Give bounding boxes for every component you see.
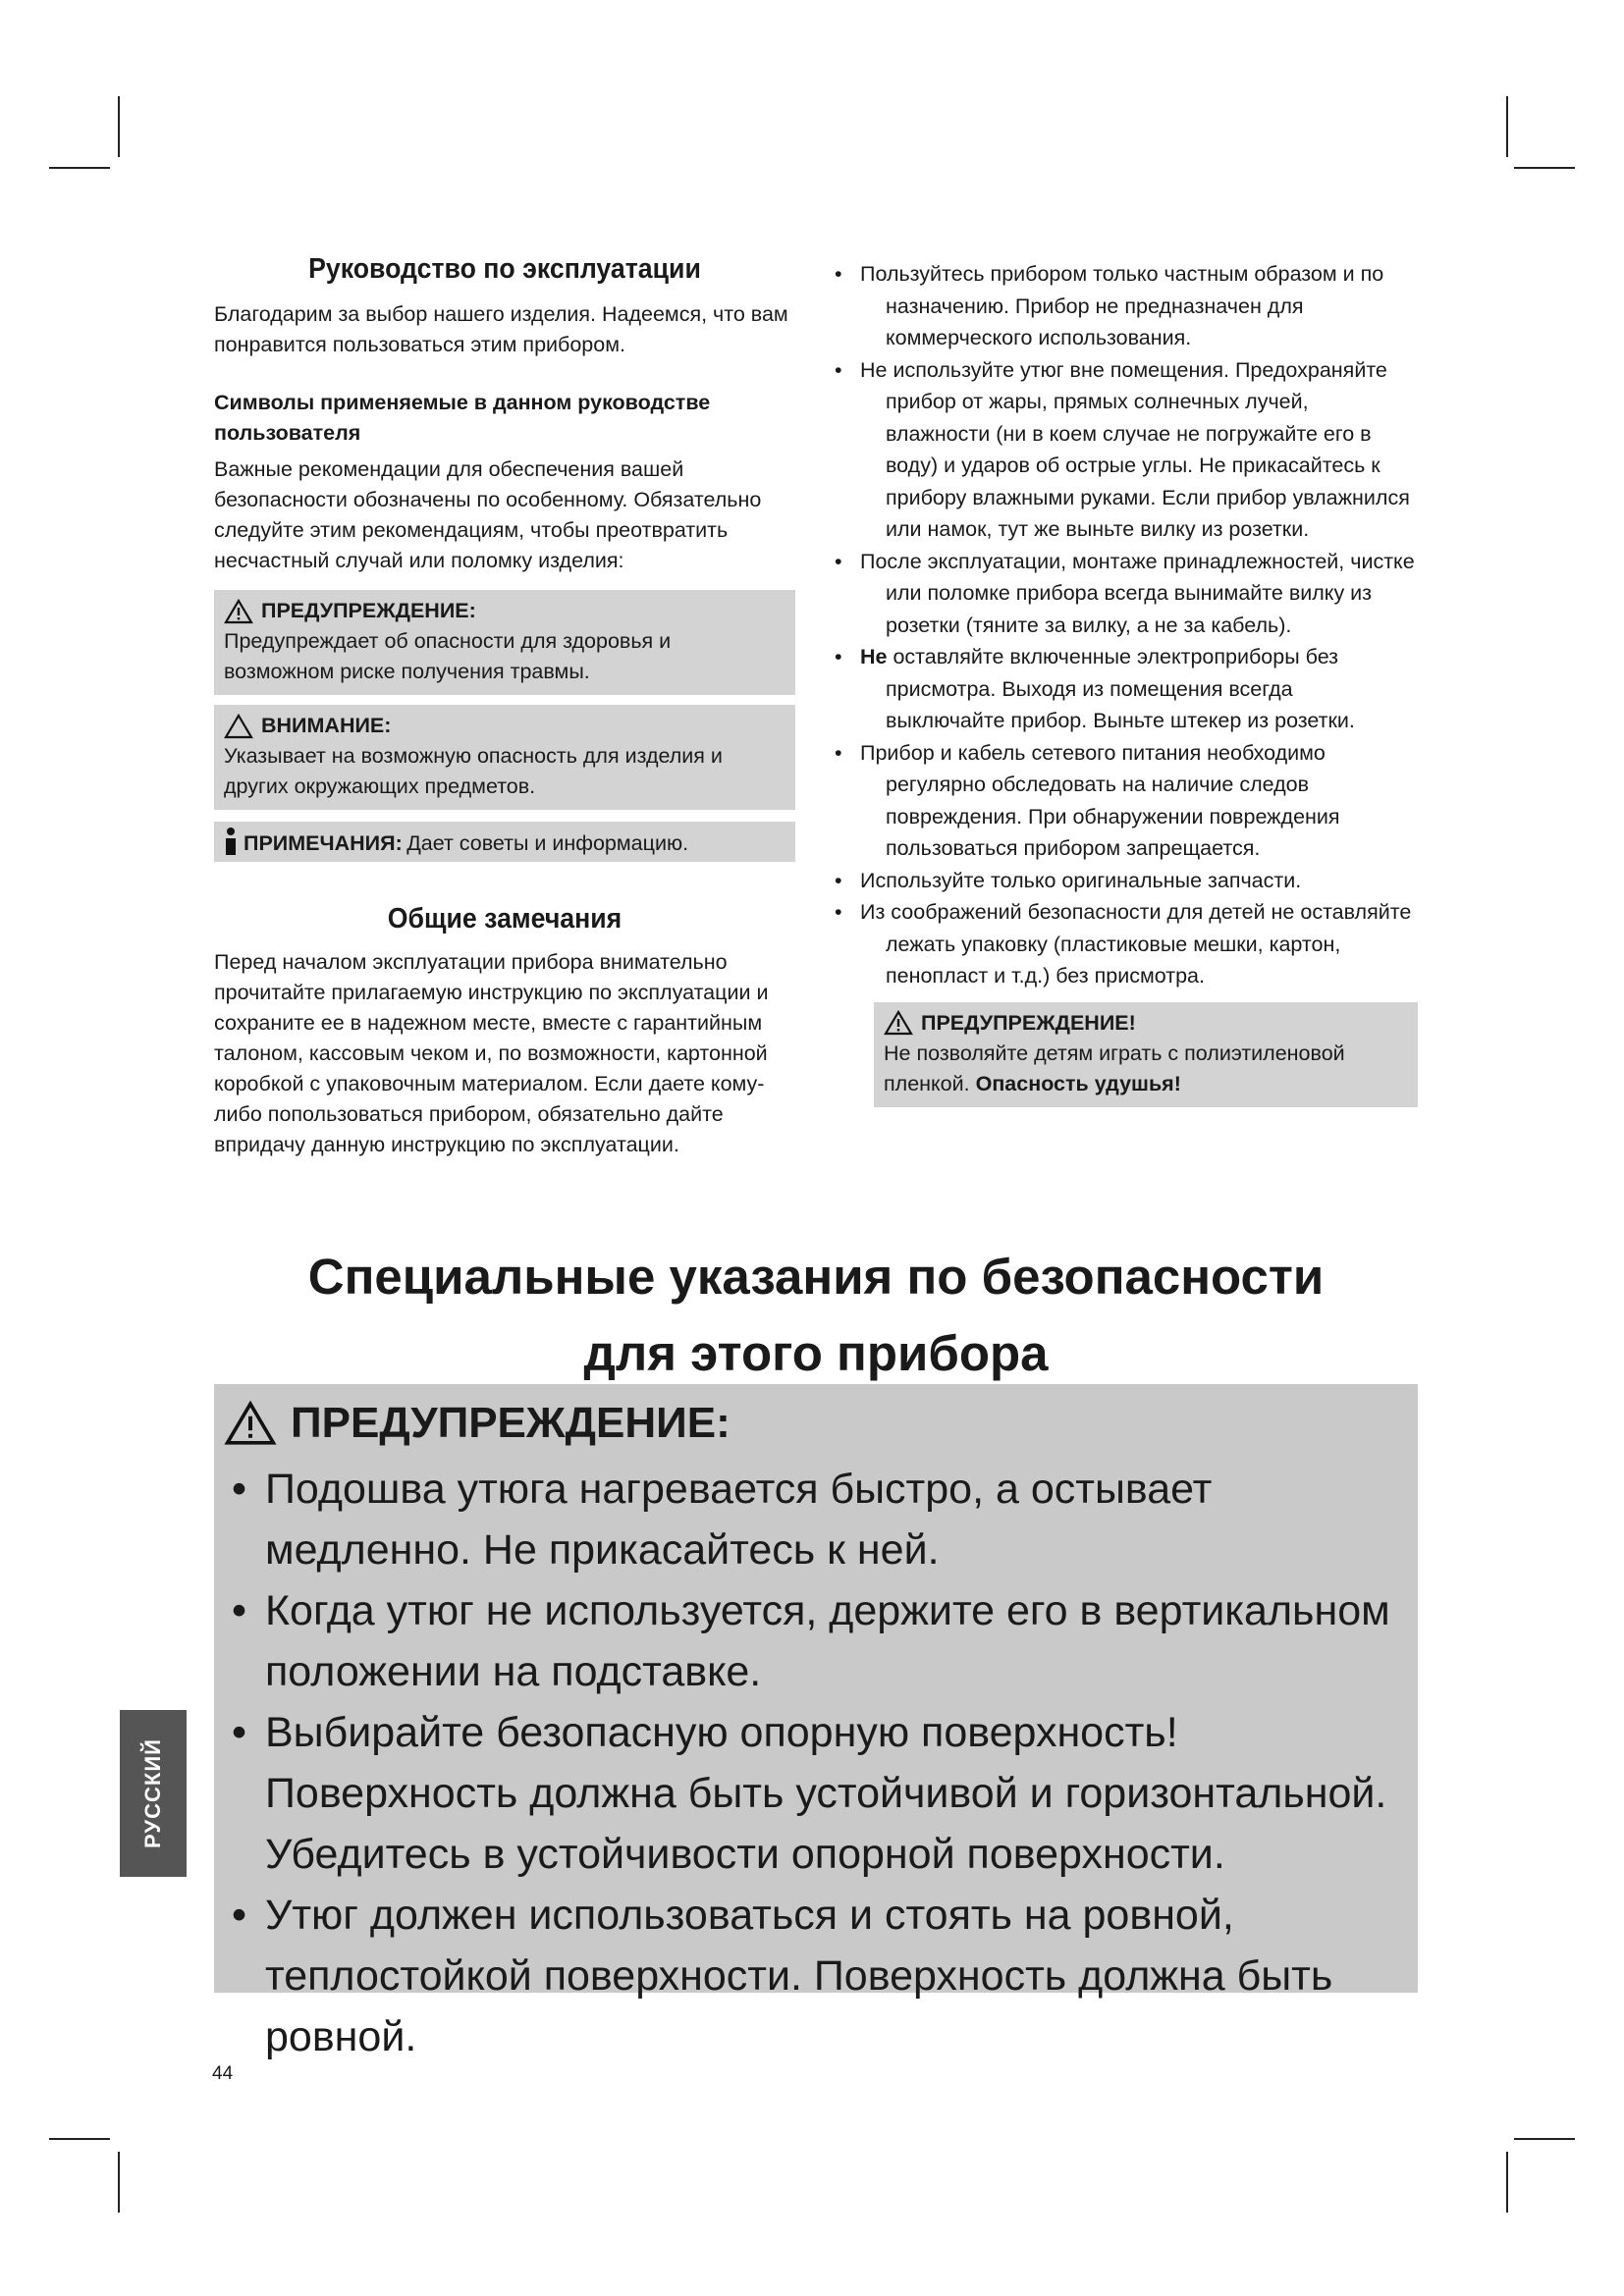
warning-label: ПРЕДУПРЕЖДЕНИЕ: xyxy=(261,599,476,622)
warning-text: Не позволяйте детям играть с полиэтиленовой пленкой. xyxy=(884,1041,1345,1095)
crop-mark xyxy=(49,2138,110,2140)
left-column xyxy=(214,253,795,1160)
warning-bold: Опасность удушья! xyxy=(975,1071,1181,1095)
note-label: ПРИМЕЧАНИЯ: xyxy=(244,831,403,855)
list-item: • Прибор и кабель сетевого питания необходимо регулярно обследовать на наличие следов повреждения. При обнаружении повреждения пользоваться прибором запрещается. xyxy=(833,737,1418,865)
crop-mark xyxy=(1514,2138,1575,2140)
warning-triangle-icon xyxy=(224,599,253,624)
special-warning-box xyxy=(214,1384,1418,2060)
special-warning-list xyxy=(224,1459,1408,2067)
general-title: Общие замечания xyxy=(387,903,623,934)
list-item: • Не оставляйте включенные электроприборы без присмотра. Выходя из помещения всегда выключайте прибор. Выньте штекер из розетки. xyxy=(833,641,1418,737)
crop-mark xyxy=(118,2152,120,2213)
warning-triangle-icon xyxy=(224,1400,277,1447)
special-warning-label: ПРЕДУПРЕЖДЕНИЕ: xyxy=(291,1399,731,1447)
page-number: 44 xyxy=(212,2063,234,2084)
crop-mark xyxy=(1506,2152,1508,2213)
crop-mark xyxy=(118,96,120,157)
list-item: • Подошва утюга нагревается быстро, а остывает медленно. Не прикасайтесь к ней. xyxy=(224,1459,1408,1580)
crop-mark xyxy=(1514,167,1575,169)
list-item: • Когда утюг не используется, держите его в вертикальном положении на подставке. xyxy=(224,1580,1408,1702)
list-item: • Используйте только оригинальные запчасти. xyxy=(833,865,1418,897)
list-item: • Из соображений безопасности для детей не оставляйте лежать упаковку (пластиковые мешки, картон, пенопласт и т.д.) без присмотра. xyxy=(833,896,1418,992)
list-item: • Утюг должен использоваться и стоять на ровной, теплостойкой поверхности. Поверхность должна быть ровной. xyxy=(224,1885,1408,2067)
list-item: • После эксплуатации, монтаже принадлежностей, чистке или поломке прибора всегда вынимайте вилку из розетки (тяните за вилку, а не за кабель). xyxy=(833,546,1418,642)
warning-triangle-icon xyxy=(884,1010,913,1036)
language-tab xyxy=(120,1710,187,1877)
warning-box xyxy=(214,590,795,695)
general-text: Перед началом эксплуатации прибора внимательно прочитайте прилагаемую инструкцию по эксплуатации и сохраните ее в надежном месте, вместе с гарантийным талоном, кассовым чеком и, по возможности, картонной коробкой с упаковочным материалом. Если даете кому-либо попользоваться прибором, обязательно дайте впридачу данную инструкцию по эксплуатации. xyxy=(214,950,769,1156)
symbols-heading: Символы применяемые в данном руководстве пользователя xyxy=(214,391,711,445)
caution-box xyxy=(214,705,795,810)
intro-text: Благодарим за выбор нашего изделия. Надеемся, что вам понравится пользоваться этим прибором. xyxy=(214,302,788,356)
special-instructions-title xyxy=(214,1239,1418,1392)
list-item: • Выбирайте безопасную опорную поверхность! Поверхность должна быть устойчивой и горизонтальной. Убедитесь в устойчивости опорной поверхности. xyxy=(224,1702,1408,1885)
crop-mark xyxy=(49,167,110,169)
info-icon xyxy=(224,828,238,855)
safety-list xyxy=(833,258,1418,992)
caution-text: Указывает на возможную опасность для изделия и других окружающих предметов. xyxy=(224,744,723,798)
language-label: РУССКИЙ xyxy=(140,1738,165,1848)
right-column xyxy=(833,258,1418,1107)
note-box xyxy=(214,822,795,862)
list-item: • Пользуйтесь прибором только частным образом и по назначению. Прибор не предназначен для коммерческого использования. xyxy=(833,258,1418,354)
caution-label: ВНИМАНИЕ: xyxy=(261,714,392,737)
note-text: Дает советы и информацию. xyxy=(406,831,689,855)
symbols-text: Важные рекомендации для обеспечения вашей безопасности обозначены по особенному. Обязательно следуйте этим рекомендациям, чтобы преотвратить несчастный случай или поломку изделия: xyxy=(214,457,762,572)
warning-label: ПРЕДУПРЕЖДЕНИЕ! xyxy=(921,1010,1136,1035)
warning-triangle-icon xyxy=(224,714,253,739)
child-warning-box xyxy=(874,1002,1418,1107)
list-item: • Не используйте утюг вне помещения. Предохраняйте прибор от жары, прямых солнечных лучей, влажности (ни в коем случае не погружайте его в воду) и ударов об острые углы. Не прикасайтесь к прибору влажными руками. Если прибор увлажнился или намок, тут же выньте вилку из розетки. xyxy=(833,354,1418,546)
manual-title: Руководство по эксплуатации xyxy=(308,253,701,285)
warning-text: Предупреждает об опасности для здоровья и возможном риске получения травмы. xyxy=(224,629,672,683)
title-line-2: для этого прибора xyxy=(583,1325,1049,1381)
title-line-1: Специальные указания по безопасности xyxy=(307,1249,1325,1305)
crop-mark xyxy=(1506,96,1508,157)
